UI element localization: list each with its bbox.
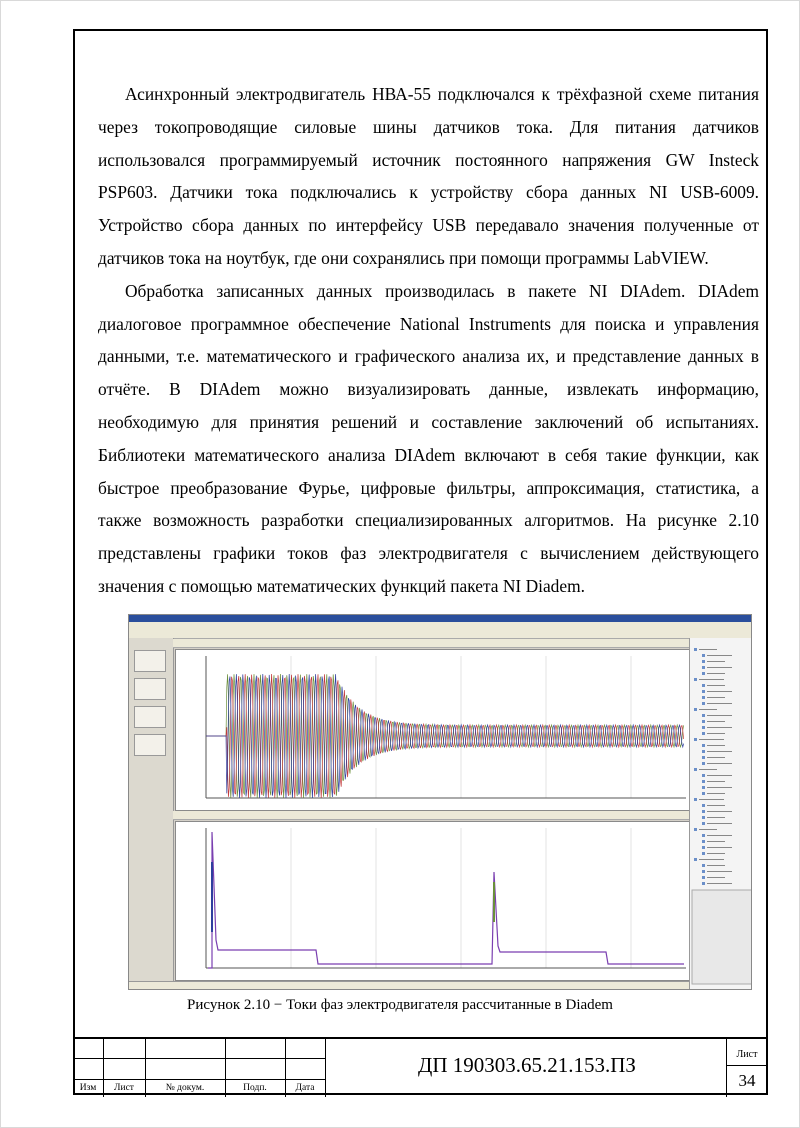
tree-node-icon [702,822,705,825]
chart-toolbar-top [173,639,689,648]
tree-node-icon [702,816,705,819]
body-text [98,78,759,603]
tree-node-icon [702,756,705,759]
tree-node-icon [702,660,705,663]
tree-node-icon [702,702,705,705]
label-doc-number: № докум. [165,1083,205,1093]
tree-node-icon [694,678,697,681]
tree-node-icon [702,834,705,837]
figure-caption: Рисунок 2.10 − Токи фаз электродвигателя рассчитанные в Diadem [187,997,613,1013]
rms-current-plot [176,822,690,980]
label-signature: Подп. [243,1083,267,1093]
document-code: ДП 190303.65.21.153.ПЗ [418,1053,636,1077]
sheet-number: 34 [738,1071,756,1090]
tree-node-icon [702,762,705,765]
tree-node-icon [702,690,705,693]
tree-node-icon [702,744,705,747]
tree-node-icon [694,708,697,711]
tree-node-icon [702,810,705,813]
tree-node-icon [694,798,697,801]
tree-node-icon [702,804,705,807]
stamp-row-line [73,1058,325,1059]
chart-toolbar-bottom [173,811,689,820]
tree-node-icon [694,828,697,831]
tree-node-icon [702,672,705,675]
phase-currents-plot [176,650,690,810]
tree-node-icon [702,774,705,777]
tree-node-icon [694,648,697,651]
panel-button [134,650,166,672]
stamp-row-line [726,1065,768,1066]
tree-node-icon [702,882,705,885]
tree-node-icon [702,684,705,687]
tree-node-icon [702,846,705,849]
tree-node-icon [702,786,705,789]
tree-node-icon [702,720,705,723]
tree-node-icon [694,768,697,771]
tree-node-icon [702,780,705,783]
toolbar [129,628,751,639]
tree-node-icon [702,852,705,855]
stamp-divider [325,1039,326,1097]
window-titlebar [129,615,751,622]
paragraph-1: Асинхронный электродвигатель НВА-55 подключался к трёхфазной схеме питания через токопроводящие силовые шины датчиков тока. Для питания датчиков использовался программируемый источник постоянного напряжения GW Insteck PSP603. Датчики тока подключались к устройству сбора данных NI USB-6009. Устройство сбора данных по интерфейсу USB передавало значения полученные от датчиков тока на ноутбук, где они сохранялись при помощи программы LabVIEW. [98,84,759,268]
tree-node-icon [702,840,705,843]
label-date: Дата [295,1083,315,1093]
panel-button [134,706,166,728]
diadem-screenshot [128,614,752,990]
stamp-row-line [73,1079,325,1080]
navigation-panel [129,638,174,990]
label-list: Лист [114,1083,134,1093]
tree-node-icon [702,654,705,657]
tree-node-icon [702,666,705,669]
tree-node-icon [702,732,705,735]
tree-node-icon [702,696,705,699]
label-izm: Изм [79,1083,97,1093]
rms-current-chart [175,821,691,981]
data-portal-panel [689,638,752,990]
tree-node-icon [702,870,705,873]
tree-node-icon [702,864,705,867]
paragraph-2: Обработка записанных данных производилась в пакете NI DIAdem. DIAdem диалоговое программное обеспечение National Instruments для поиска и управления данными, т.е. математического и графического анализа их, и представление данных в отчёте. В DIAdem можно визуализировать данные, извлекать информацию, необходимую для принятия решений и составление заключений об испытаниях. Библиотеки математического анализа DIAdem включают в себя такие функции, как быстрое преобразование Фурье, цифровые фильтры, аппроксимация, статистика, а также возможность разработки специализированных алгоритмов. На рисунке 2.10 представлены графики токов фаз электродвигателя с вычислением действующего значения с помощью математических функций пакета NI Diadem. [98,280,759,596]
tree-node-icon [694,738,697,741]
tree-node-icon [702,750,705,753]
tree-node-icon [702,714,705,717]
tree-node-icon [702,726,705,729]
panel-button [134,678,166,700]
tree-node-icon [702,792,705,795]
tree-node-icon [694,858,697,861]
properties-grid [692,890,752,984]
tree-node-icon [702,876,705,879]
panel-button [134,734,166,756]
channel-tree [690,638,752,990]
title-block [73,1037,768,1097]
rms-series [208,832,684,968]
phase-currents-chart [175,649,691,811]
status-bar [129,981,689,990]
sheet-label: Лист [736,1049,758,1060]
